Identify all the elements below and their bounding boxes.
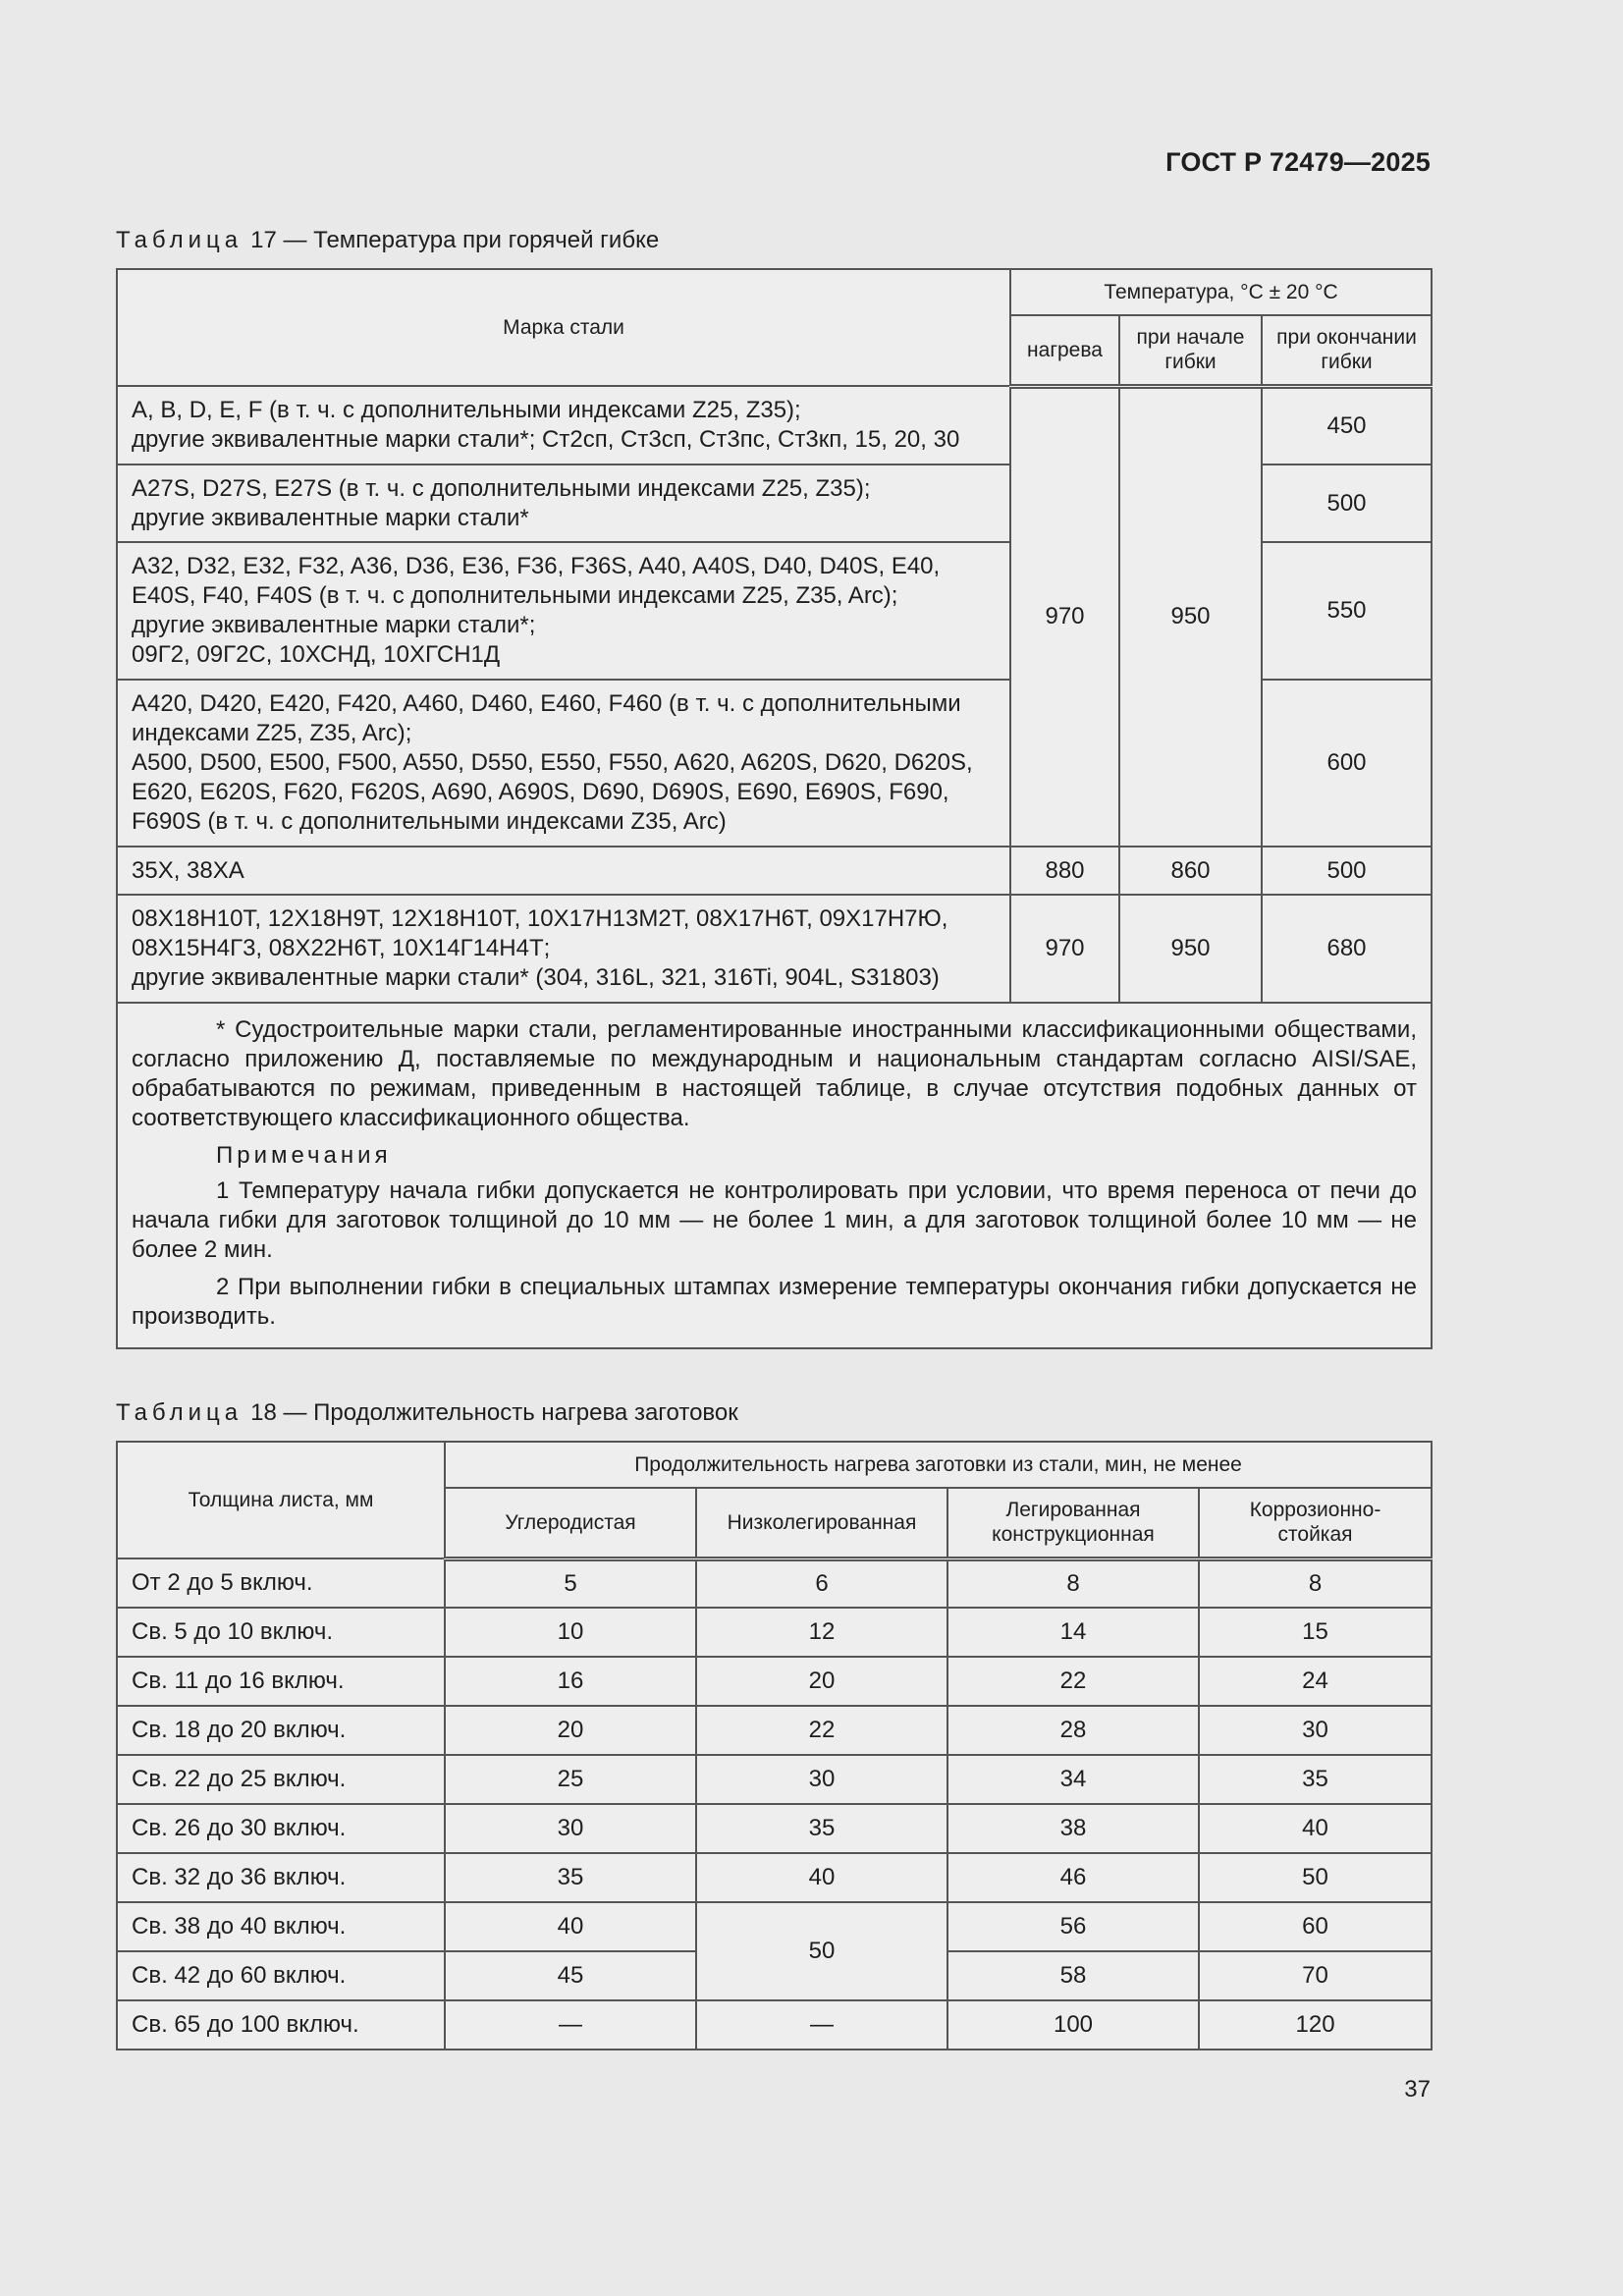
table-17 (116, 268, 1433, 1349)
carbon-cell: 40 (445, 1902, 696, 1951)
thickness-cell: Св. 18 до 20 включ. (117, 1706, 445, 1755)
table-row (117, 1853, 1432, 1902)
thickness-cell: Св. 11 до 16 включ. (117, 1657, 445, 1706)
carbon-cell: 10 (445, 1608, 696, 1657)
thickness-cell: Св. 5 до 10 включ. (117, 1608, 445, 1657)
carbon-cell: 5 (445, 1558, 696, 1608)
stainless-cell: 15 (1199, 1608, 1432, 1657)
table-row (117, 847, 1432, 895)
thickness-cell: От 2 до 5 включ. (117, 1558, 445, 1608)
stainless-cell: 60 (1199, 1902, 1432, 1951)
thickness-cell: Св. 32 до 36 включ. (117, 1853, 445, 1902)
stainless-cell: 30 (1199, 1706, 1432, 1755)
start-temp-cell: 950 (1119, 386, 1262, 847)
carbon-cell: 45 (445, 1951, 696, 2000)
alloy-cell: 14 (947, 1608, 1199, 1657)
steel-grade-cell: A32, D32, E32, F32, A36, D36, E36, F36, F36S, A40, A40S, D40, D40S, E40, E40S, F40, F40S (в т. ч. с дополнительными индексами Z25, Z35, Arc); другие эквивалентные марки стали*; 09Г2, 09Г2С, 10ХСНД, 10ХГСН1Д (117, 542, 1010, 680)
table-17-caption (116, 227, 659, 254)
low-alloy-cell: 30 (696, 1755, 947, 1804)
low-alloy-cell: 40 (696, 1853, 947, 1902)
alloy-cell: 56 (947, 1902, 1199, 1951)
steel-grade-cell: A27S, D27S, E27S (в т. ч. с дополнительными индексами Z25, Z35); другие эквивалентные марки стали* (117, 465, 1010, 542)
table-caption-word: Таблица (116, 227, 243, 253)
low-alloy-cell: 35 (696, 1804, 947, 1853)
table-row (117, 1902, 1432, 1951)
heating-temp-cell: 970 (1010, 895, 1119, 1003)
low-alloy-cell: 6 (696, 1558, 947, 1608)
carbon-cell: 20 (445, 1706, 696, 1755)
alloy-cell: 100 (947, 2000, 1199, 2050)
table-row (117, 1657, 1432, 1706)
end-temp-cell: 680 (1262, 895, 1432, 1003)
low-alloy-cell: 12 (696, 1608, 947, 1657)
low-alloy-cell: — (696, 2000, 947, 2050)
header-heating: нагрева (1010, 315, 1119, 386)
table-caption-text: 17 — Температура при горячей гибке (250, 227, 660, 253)
end-temp-cell: 600 (1262, 680, 1432, 847)
header-bending-start: при начале гибки (1119, 315, 1262, 386)
stainless-cell: 24 (1199, 1657, 1432, 1706)
page-number: 37 (1404, 2076, 1431, 2103)
thickness-cell: Св. 22 до 25 включ. (117, 1755, 445, 1804)
alloy-cell: 34 (947, 1755, 1199, 1804)
header-heating-duration: Продолжительность нагрева заготовки из стали, мин, не менее (445, 1442, 1432, 1488)
carbon-cell: 16 (445, 1657, 696, 1706)
low-alloy-cell: 20 (696, 1657, 947, 1706)
table-caption-text: 18 — Продолжительность нагрева заготовок (250, 1399, 738, 1426)
low-alloy-cell: 22 (696, 1706, 947, 1755)
table-row (117, 1558, 1432, 1608)
carbon-cell: — (445, 2000, 696, 2050)
heating-temp-cell: 880 (1010, 847, 1119, 895)
low-alloy-cell: 50 (696, 1902, 947, 2000)
heating-temp-cell: 970 (1010, 386, 1119, 847)
header-low-alloy: Низколегированная (696, 1488, 947, 1558)
stainless-cell: 120 (1199, 2000, 1432, 2050)
thickness-cell: Св. 65 до 100 включ. (117, 2000, 445, 2050)
header-steel-grade: Марка стали (117, 269, 1010, 386)
stainless-cell: 50 (1199, 1853, 1432, 1902)
end-temp-cell: 500 (1262, 847, 1432, 895)
table-row (117, 1706, 1432, 1755)
table-18-caption (116, 1399, 738, 1427)
notes-row (117, 1003, 1432, 1348)
note-2: 2 При выполнении гибки в специальных штампах измерение температуры окончания гибки допускается не производить. (132, 1274, 1417, 1330)
alloy-cell: 38 (947, 1804, 1199, 1853)
alloy-cell: 58 (947, 1951, 1199, 2000)
steel-grade-cell: 35Х, 38ХА (117, 847, 1010, 895)
header-carbon: Углеродистая (445, 1488, 696, 1558)
stainless-cell: 8 (1199, 1558, 1432, 1608)
table-notes (117, 1003, 1432, 1348)
alloy-cell: 8 (947, 1558, 1199, 1608)
table-row (117, 1804, 1432, 1853)
steel-grade-cell: A, B, D, E, F (в т. ч. с дополнительными индексами Z25, Z35); другие эквивалентные марки стали*; Ст2сп, Ст3сп, Ст3пс, Ст3кп, 15, 20, 30 (117, 386, 1010, 465)
stainless-cell: 35 (1199, 1755, 1432, 1804)
footnote: * Судостроительные марки стали, регламентированные иностранными классификационными обществами, согласно приложению Д, поставляемые по международным и национальным стандартам согласно AISI/SAE, обрабатываются по режимам, приведенным в настоящей таблице, в случае отсутствия подобных данных от соответствующего классификационного общества. (132, 1016, 1417, 1131)
table-caption-word: Таблица (116, 1399, 243, 1426)
carbon-cell: 25 (445, 1755, 696, 1804)
document-id: ГОСТ Р 72479—2025 (1165, 147, 1431, 177)
notes-title: Примечания (216, 1142, 392, 1169)
header-alloy-structural: Легированная конструкционная (947, 1488, 1199, 1558)
alloy-cell: 46 (947, 1853, 1199, 1902)
header-temperature: Температура, °С ± 20 °С (1010, 269, 1432, 315)
stainless-cell: 40 (1199, 1804, 1432, 1853)
table-row (117, 1608, 1432, 1657)
note-1: 1 Температуру начала гибки допускается не контролировать при условии, что время переноса от печи до начала гибки для заготовок толщиной до 10 мм — не более 1 мин, а для заготовок толщиной более 10 мм — не более 2 мин. (132, 1177, 1417, 1263)
end-temp-cell: 500 (1262, 465, 1432, 542)
header-sheet-thickness: Толщина листа, мм (117, 1442, 445, 1558)
carbon-cell: 35 (445, 1853, 696, 1902)
table-18 (116, 1441, 1433, 2050)
start-temp-cell: 950 (1119, 895, 1262, 1003)
end-temp-cell: 450 (1262, 386, 1432, 465)
table-row (117, 2000, 1432, 2050)
thickness-cell: Св. 38 до 40 включ. (117, 1902, 445, 1951)
alloy-cell: 28 (947, 1706, 1199, 1755)
thickness-cell: Св. 26 до 30 включ. (117, 1804, 445, 1853)
steel-grade-cell: A420, D420, E420, F420, A460, D460, E460, F460 (в т. ч. с дополнительными индексами Z25, Z35, Arc); A500, D500, E500, F500, A550, D550, E550, F550, A620, A620S, D620, D620S, E620, E620S, F620, F620S, A690, A690S, D690, D690S, E690, E690S, F690, F690S (в т. ч. с дополнительными индексами Z35, Arc) (117, 680, 1010, 847)
steel-grade-cell: 08Х18Н10Т, 12Х18Н9Т, 12Х18Н10Т, 10Х17Н13М2Т, 08Х17Н6Т, 09Х17Н7Ю, 08Х15Н4Г3, 08Х22Н6Т, 10Х14Г14Н4Т; другие эквивалентные марки стали* (304, 316L, 321, 316Ti, 904L, S31803) (117, 895, 1010, 1003)
start-temp-cell: 860 (1119, 847, 1262, 895)
thickness-cell: Св. 42 до 60 включ. (117, 1951, 445, 2000)
stainless-cell: 70 (1199, 1951, 1432, 2000)
alloy-cell: 22 (947, 1657, 1199, 1706)
carbon-cell: 30 (445, 1804, 696, 1853)
table-row (117, 386, 1432, 465)
table-row (117, 895, 1432, 1003)
header-stainless: Коррозионно-стойкая (1199, 1488, 1432, 1558)
table-row (117, 1755, 1432, 1804)
header-bending-end: при окончании гибки (1262, 315, 1432, 386)
end-temp-cell: 550 (1262, 542, 1432, 680)
